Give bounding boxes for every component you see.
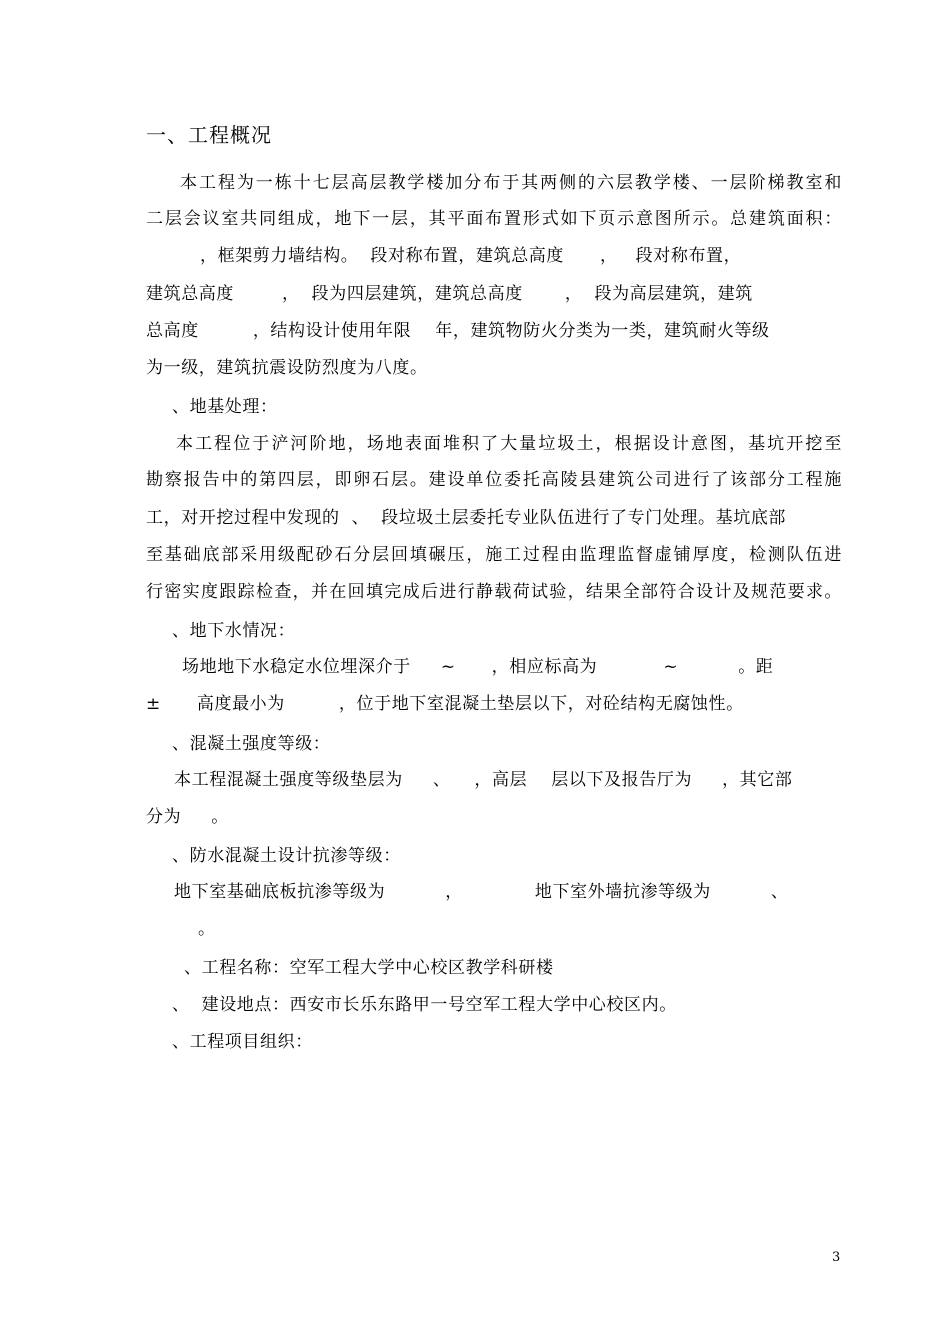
paragraph-line: 。 (198, 919, 216, 939)
paragraph-line: 总高度 ，结构设计使用年限 年，建筑物防火分类为一类，建筑耐火等级 (146, 321, 770, 341)
project-location-line: 、 建设地点：西安市长乐东路甲一号空军工程大学中心校区内。 (172, 995, 677, 1015)
paragraph-line: 地下室基础底板抗渗等级为 ， 地下室外墙抗渗等级为 、 (174, 882, 789, 902)
project-name-line: 、工程名称：空军工程大学中心校区教学科研楼 (184, 958, 554, 978)
paragraph-line: 本工程为一栋十七层高层教学楼加分布于其两侧的六层教学楼、一层阶梯教室和 (180, 173, 842, 193)
paragraph-line: 二层会议室共同组成，地下一层，其平面布置形式如下页示意图所示。总建筑面积： (146, 209, 842, 229)
subsection-heading: 、工程项目组织： (172, 1032, 313, 1052)
paragraph-line: ± 高度最小为 ，位于地下室混凝土垫层以下，对砼结构无腐蚀性。 (146, 694, 744, 714)
paragraph-line: 本工程位于浐河阶地，场地表面堆积了大量垃圾土，根据设计意图，基坑开挖至 (176, 434, 842, 454)
paragraph-line: 行密实度跟踪检查，并在回填完成后进行静载荷试验，结果全部符合设计及规范要求。 (146, 582, 842, 602)
paragraph-line: 分为 。 (146, 807, 229, 827)
subsection-heading: 、地基处理： (172, 397, 278, 417)
paragraph-line: 场地地下水稳定水位埋深介于 ~ ，相应标高为 ~ 。距 (182, 657, 774, 677)
section-heading: 一、工程概况 (146, 123, 272, 147)
paragraph-line: 本工程混凝土强度等级垫层为 、 ，高层 层以下及报告厅为 ，其它部 (174, 770, 793, 790)
subsection-heading: 、混凝土强度等级： (172, 734, 331, 754)
paragraph-line: 至基础底部采用级配砂石分层回填碾压，施工过程由监理监督虚铺厚度，检测队伍进 (146, 545, 842, 565)
paragraph-line: 工，对开挖过程中发现的 、 段垃圾土层委托专业队伍进行了专门处理。基坑底部 (146, 508, 787, 528)
subsection-heading: 、防水混凝土设计抗渗等级： (172, 846, 401, 866)
subsection-heading: 、地下水情况： (172, 621, 296, 641)
page-number: 3 (832, 1250, 841, 1265)
paragraph-line: ，框架剪力墙结构。 段对称布置，建筑总高度 ， 段对称布置， (200, 246, 742, 266)
paragraph-line: 为一级，建筑抗震设防烈度为八度。 (146, 358, 428, 378)
paragraph-line: 建筑总高度 ， 段为四层建筑，建筑总高度 ， 段为高层建筑，建筑 (146, 284, 753, 304)
paragraph-line: 勘察报告中的第四层，即卵石层。建设单位委托高陵县建筑公司进行了该部分工程施 (146, 470, 842, 490)
